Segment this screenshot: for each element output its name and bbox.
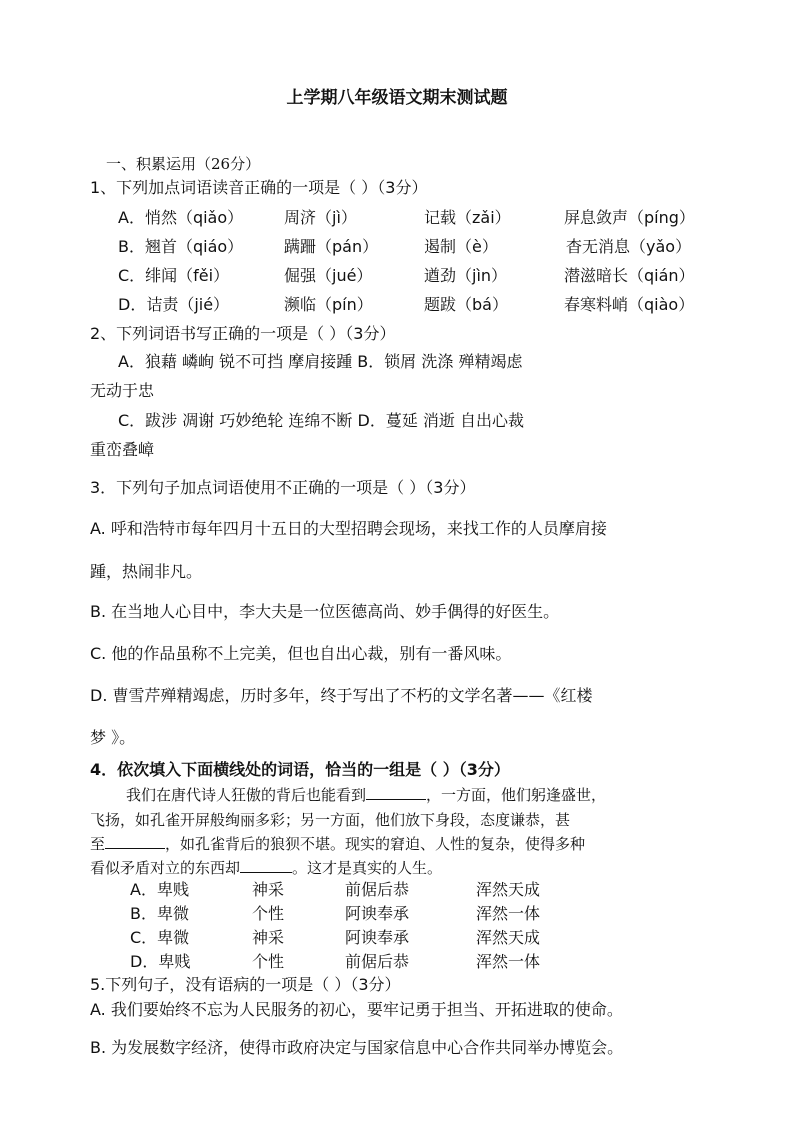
exam-title: 上学期八年级语文期末测试题 (286, 88, 508, 108)
q1-a-1: A．悄然（qiǎo） (118, 208, 244, 227)
q4-b-1: B．卑微 (130, 904, 189, 923)
q4-d-3: 前倨后恭 (345, 952, 410, 971)
q4-a-1: A．卑贱 (130, 880, 189, 899)
q4-passage-4b: 。这才是真实的人生。 (292, 859, 443, 877)
q2-stem: 2、下列词语书写正确的一项是（ ）（3分） (90, 324, 396, 343)
q3-option-b: B. 在当地人心目中，李大夫是一位医德高尚、妙手偶得的好医生。 (90, 602, 560, 621)
q4-b-4: 浑然一体 (476, 904, 541, 923)
q4-a-2: 神采 (252, 880, 285, 899)
q1-b-4: 杳无消息（yǎo） (566, 237, 692, 256)
q3-option-a: A. 呼和浩特市每年四月十五日的大型招聘会现场，来找工作的人员摩肩接 (90, 519, 607, 538)
q3-option-a-cont: 踵，热闹非凡。 (90, 562, 203, 581)
q2-line-cd: C．跋涉 凋谢 巧妙绝轮 连绵不断 D．蔓延 消逝 自出心裁 (118, 411, 525, 430)
q2-line-d-cont: 重峦叠嶂 (90, 440, 155, 459)
q1-a-3: 记载（zǎi） (424, 208, 511, 227)
q4-d-4: 浑然一体 (476, 952, 541, 971)
q1-d-4: 春寒料峭（qiào） (564, 295, 695, 314)
q4-blank-3 (240, 858, 292, 873)
q4-passage-1a: 我们在唐代诗人狂傲的背后也能看到 (126, 786, 367, 804)
q1-c-2: 倔强（jué） (284, 266, 373, 285)
q1-a-4: 屏息敛声（píng） (564, 208, 695, 227)
q4-d-1: D．卑贱 (130, 952, 191, 971)
q4-blank-1 (366, 785, 426, 800)
q4-b-3: 阿谀奉承 (345, 904, 410, 923)
q1-c-1: C．绯闻（fěi） (118, 266, 230, 285)
q4-blank-2 (105, 834, 165, 849)
q1-a-2: 周济（jì） (284, 208, 357, 227)
q4-passage-4 (90, 858, 442, 878)
q4-c-3: 阿谀奉承 (345, 928, 410, 947)
q1-b-2: 蹒跚（pán） (284, 237, 379, 256)
q4-passage-1b: ，一方面，他们躬逢盛世， (426, 786, 607, 804)
section-heading: 一、积累运用（26分） (106, 155, 261, 173)
q3-option-c: C. 他的作品虽称不上完美，但也自出心裁，别有一番风味。 (90, 644, 512, 663)
q3-stem: 3．下列句子加点词语使用不正确的一项是（ ）（3分） (90, 478, 476, 497)
q4-d-2: 个性 (252, 952, 285, 971)
q1-d-3: 题跋（bá） (424, 295, 508, 314)
q5-stem: 5.下列句子，没有语病的一项是（ ）（3分） (90, 975, 401, 994)
q1-d-2: 濒临（pín） (284, 295, 373, 314)
q4-a-4: 浑然天成 (476, 880, 541, 899)
q3-option-d: D. 曹雪芹殚精竭虑，历时多年，终于写出了不朽的文学名著——《红楼 (90, 686, 593, 705)
q4-b-2: 个性 (252, 904, 285, 923)
q1-d-1: D．诘责（jié） (118, 295, 230, 314)
q2-line-b-cont: 无动于忠 (90, 381, 155, 400)
q4-passage-3a: 至 (90, 835, 106, 853)
q1-b-3: 遏制（è） (424, 237, 498, 256)
q4-c-4: 浑然天成 (476, 928, 541, 947)
q4-passage-2: 飞扬，如孔雀开屏般绚丽多彩；另一方面，他们放下身段，态度谦恭，甚 (90, 811, 571, 829)
q5-option-b: B. 为发展数字经济，使得市政府决定与国家信息中心合作共同举办博览会。 (90, 1038, 624, 1057)
q4-a-3: 前倨后恭 (345, 880, 410, 899)
q2-line-ab: A．狼藉 嶙峋 锐不可挡 摩肩接踵 B．锁屑 洗涤 殚精竭虑 (118, 352, 523, 371)
q3-option-d-cont: 梦 》。 (90, 728, 136, 747)
q1-c-3: 遒劲（jìn） (424, 266, 508, 285)
q4-c-2: 神采 (252, 928, 285, 947)
q4-stem: 4．依次填入下面横线处的词语，恰当的一组是（ ）（3分） (90, 760, 510, 779)
q4-passage-3b: ，如孔雀背后的狼狈不堪。现实的窘迫、人性的复杂，使得多种 (165, 835, 586, 853)
q4-passage-1 (126, 785, 606, 805)
q1-c-4: 潜滋暗长（qián） (564, 266, 695, 285)
q4-passage-4a: 看似矛盾对立的东西却 (90, 859, 241, 877)
q5-option-a: A. 我们要始终不忘为人民服务的初心，要牢记勇于担当、开拓进取的使命。 (90, 1000, 623, 1019)
q4-passage-3 (90, 834, 585, 854)
q4-c-1: C．卑微 (130, 928, 190, 947)
q1-b-1: B．翘首（qiáo） (118, 237, 244, 256)
q1-stem: 1、下列加点词语读音正确的一项是（ ）（3分） (90, 178, 428, 197)
